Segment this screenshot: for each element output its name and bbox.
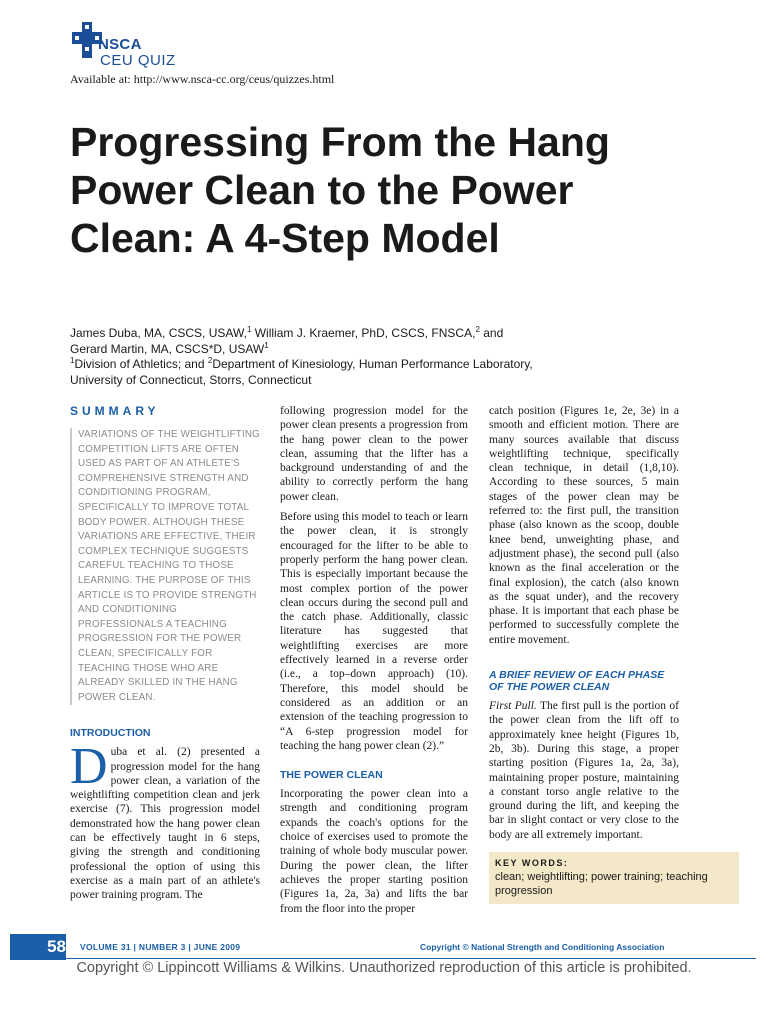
col3-paragraph-1: catch position (Figures 1e, 2e, 3e) in a smooth and efficient motion. There are many sources available that discuss weightlifting technique, specifically clean technique, in detail (1,8,10). According to these sources, 5 main stages of the power clean may be referred to: the first pull, the transition phase (also known as the scoop, double knee bend, unweighting phase, and adjustment phase), the second pull (also known as the final acceleration or the final explosion), the catch (also known as the squat under), and the recovery phase. It is important that each phase be performed to successfully complete the entire movement. — [489, 405, 679, 646]
author-block — [70, 326, 730, 388]
author-line-2 — [70, 342, 730, 358]
first-pull-text: The first pull is the portion of the power clean from the lift off to approximately knee height (Figures 1b, 2b, 3b). During this stage, a proper starting position (Figures 1a, 2a, 3a), maintaining proper posture, maintaining a constant torso angle relative to the ground during the lift, and keeping the bar in slight contact or very close to the body are all extremely important. — [489, 700, 679, 841]
page-number-bar — [10, 934, 66, 960]
available-at-link[interactable]: Available at: http://www.nsca-cc.org/ceus/quizzes.html — [70, 72, 335, 86]
summary-text: VARIATIONS OF THE WEIGHTLIFTING COMPETITION LIFTS ARE OFTEN USED AS PART OF AN ATHLETE'S COMPREHENSIVE STRENGTH AND CONDITIONING PROGRAM, SPECIFICALLY TO IMPROVE TOTAL BODY POWER. ALTHOUGH THESE VARIATIONS ARE EFFECTIVE, THEIR COMPLEX TECHNIQUE SUGGESTS CAREFUL TEACHING TO THOSE LEARNING. THE PURPOSE OF THIS ARTICLE IS TO PROVIDE STRENGTH AND CONDITIONING PROFESSIONALS A TEACHING PROGRESSION FOR THE POWER CLEAN, SPECIFICALLY FOR TEACHING THOSE WHO ARE ALREADY SKILLED IN THE HANG POWER CLEAN. — [78, 429, 261, 703]
author-martin: Gerard Martin, MA, CSCS*D, USAW — [70, 341, 265, 356]
nsca-ceu-logo — [70, 18, 200, 74]
summary-heading: SUMMARY — [70, 404, 160, 418]
affiliation-2: Department of Kinesiology, Human Performance Laboratory, — [212, 357, 533, 371]
power-clean-heading: THE POWER CLEAN — [280, 769, 383, 782]
author-kraemer: William J. Kraemer, PhD, CSCS, FNSCA, — [251, 326, 476, 340]
affiliation-1: Division of Athletics; and — [74, 357, 208, 371]
volume-info: VOLUME 31 | NUMBER 3 | JUNE 2009 — [80, 942, 241, 952]
column-3 — [489, 404, 708, 904]
introduction-heading: INTRODUCTION — [70, 727, 151, 740]
copyright-association: Copyright © National Strength and Conditioning Association — [420, 942, 665, 952]
author-sup: 1 — [246, 325, 252, 334]
first-pull-label: First Pull. — [489, 700, 537, 713]
author-sup: 1 — [264, 340, 269, 350]
author-line-1 — [70, 326, 730, 342]
page-number: 58 — [47, 937, 66, 956]
copyright-publisher: Copyright © Lippincott Williams & Wilkins. Unauthorized reproduction of this article is prohibited. — [76, 960, 692, 976]
article-title: Progressing From the Hang Power Clean to the Power Clean: A 4-Step Model — [70, 119, 610, 261]
logo-ceu-quiz-text: CEU QUIZ — [100, 52, 176, 69]
affiliation-line-1 — [70, 357, 730, 373]
col2-paragraph-1: following progression model for the power clean presents a progression from the hang power clean to the power clean, assuming that the lifter has a background understanding of and the ability to correctly perform the hang power clean. — [280, 405, 468, 503]
affiliation-sup: 2 — [207, 356, 213, 365]
author-duba: James Duba, MA, CSCS, USAW, — [70, 326, 247, 340]
affiliation-line-2: University of Connecticut, Storrs, Connecticut — [70, 372, 312, 387]
column-1 — [70, 404, 260, 909]
column-2 — [280, 404, 468, 922]
introduction-text: uba et al. (2) presented a progression model for the hang power clean, a variation of the weightlifting competition clean and jerk exercise (7). This progression model demonstrated how the hang power clean can be effectively taught in 6 steps, giving the strength and conditioning professional the option of using this exercise as a main part of an athlete's power training program. The — [70, 746, 260, 902]
first-pull-paragraph — [489, 699, 679, 842]
col2-paragraph-3: Incorporating the power clean into a strength and conditioning program expands the coach's options for the choice of exercises used to promote the training of whole body muscular power. During the power clean, the lifter achieves the proper starting position (Figures 1a, 2a, 3a) and lifts the bar from the floor into the proper — [280, 788, 468, 915]
keywords-box — [489, 852, 739, 904]
dropcap: D — [70, 738, 108, 796]
summary-box — [70, 428, 260, 705]
affiliation-sup: 1 — [70, 356, 75, 365]
logo-nsca-text: NSCA — [98, 36, 142, 53]
col2-paragraph-2: Before using this model to teach or learn the power clean, it is strongly encouraged for the lifter to be able to properly perform the hang power clean. This is especially important because the most complex portion of the power clean occurs during the second pull and the catch phase. Additionally, classic literature has suggested that weightlifting exercises are more effectively learned in a reverse order (i.e., a top–down approach) (10). Therefore, this model should be considered as an addition or an extension of the teaching progression to “A 6-step progression model for teaching the hang power clean (2).” — [280, 511, 468, 752]
introduction-paragraph — [70, 738, 260, 902]
keywords-text: clean; weightlifting; power training; teaching progression — [495, 871, 708, 897]
footer-rule — [66, 958, 756, 959]
keywords-label: KEY WORDS: — [495, 858, 569, 869]
author-sup: 2 — [475, 325, 480, 334]
author-and: and — [479, 326, 504, 340]
brief-review-heading: A BRIEF REVIEW OF EACH PHASE OF THE POWER CLEAN — [489, 669, 665, 694]
